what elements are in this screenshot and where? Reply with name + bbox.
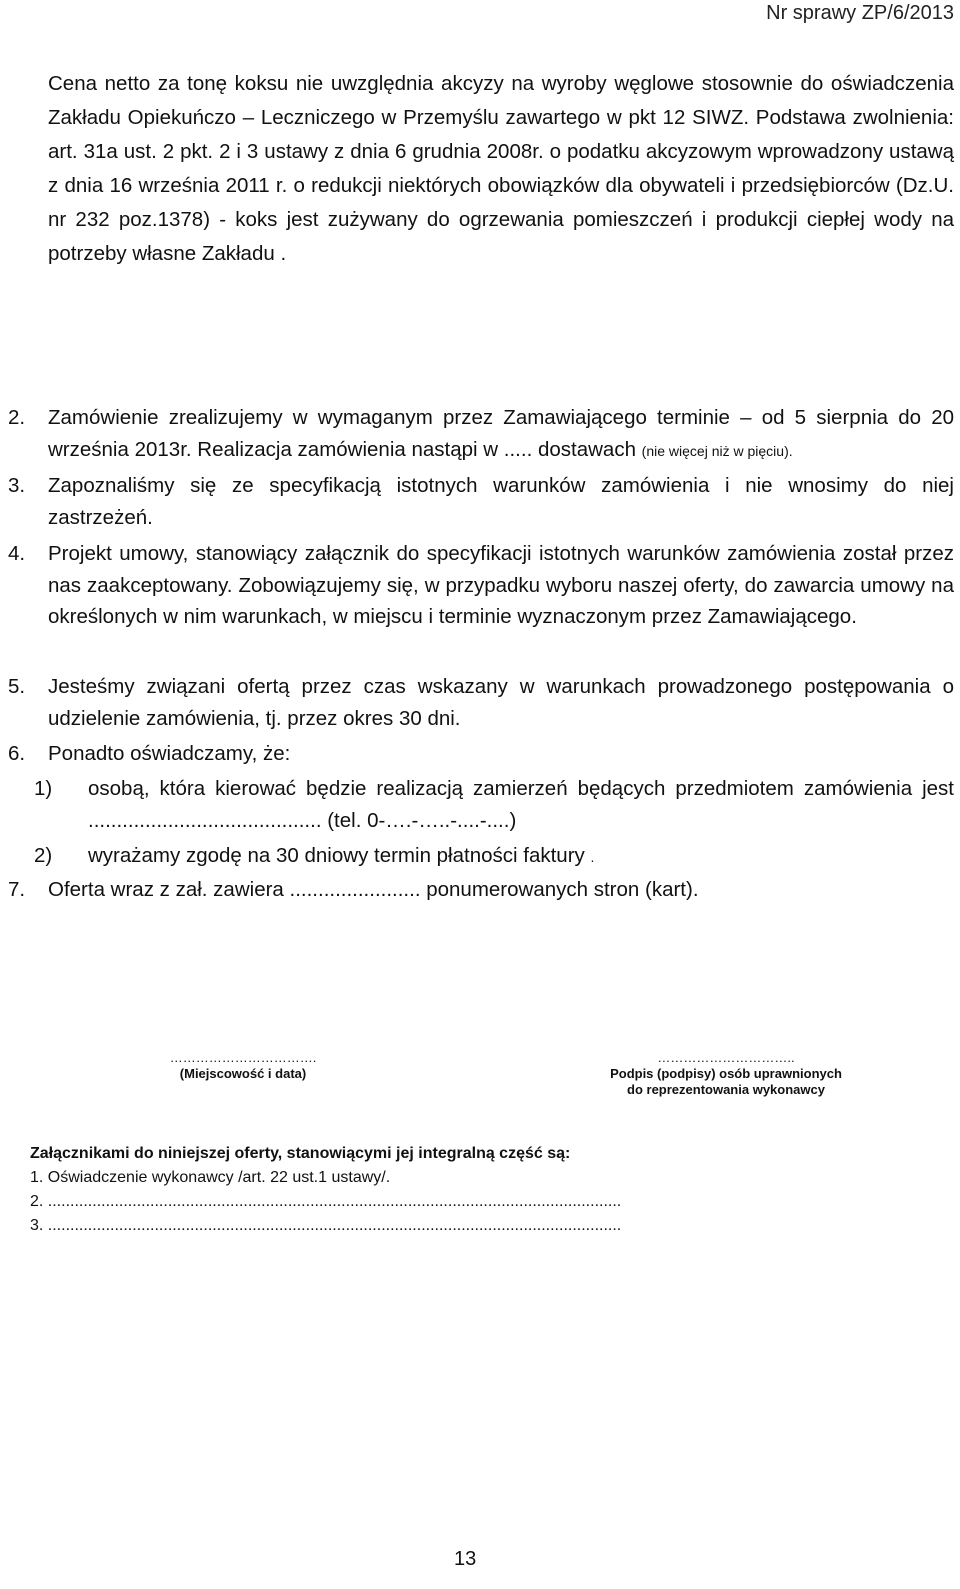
- list-item-number: 7.: [8, 878, 26, 901]
- list-item-6: [0, 738, 954, 770]
- signature-block-authorized: [576, 1050, 876, 1098]
- sub-item-2: [34, 840, 954, 874]
- signature-line-place-date: …………………………….: [169, 1050, 317, 1065]
- list-item-number: 3.: [8, 474, 26, 497]
- list-item-number: 4.: [8, 542, 26, 565]
- list-item-text: Zapoznaliśmy się ze specyfikacją istotnych warunków zamówienia i nie wnosimy do niej zastrzeżeń.: [48, 474, 954, 529]
- intro-paragraph: Cena netto za tonę koksu nie uwzględnia akcyzy na wyroby węglowe stosownie do oświadczenia Zakładu Opiekuńczo – Leczniczego w Przemyślu zawartego w pkt 12 SIWZ. Podstawa zwolnienia: art. 31a ust. 2 pkt. 2 i 3 ustawy z dnia 6 grudnia 2008r. o podatku akcyzowym wprowadzony ustawą z dnia 16 września 2011 r. o redukcji niektórych obowiązków dla obywateli i przedsiębiorców (Dz.U. nr 232 poz.1378) - koks jest zużywany do ogrzewania pomieszczeń i produkcji ciepłej wody na potrzeby własne Zakładu .: [48, 72, 954, 265]
- attachment-line: 3. .................................................................................................................................: [30, 1217, 622, 1234]
- place-date-label: (Miejscowość i data): [179, 1066, 307, 1081]
- signature-block-place-date: [158, 1050, 328, 1082]
- list-item-number: 5.: [8, 675, 26, 698]
- list-item-note: (nie więcej niż w pięciu).: [641, 442, 793, 459]
- sub-item-number: 1): [34, 777, 53, 800]
- attachment-line: 2. .................................................................................................................................: [30, 1193, 622, 1210]
- list-item-3: [0, 470, 954, 533]
- list-item-text: Ponadto oświadczamy, że:: [48, 742, 291, 765]
- sub-item-text: osobą, która kierować będzie realizacją zamierzeń będących przedmiotem zamówienia jest ......................................... (tel. 0-….-…..-....-....): [88, 777, 954, 832]
- list-item-text: Jesteśmy związani ofertą przez czas wskazany w warunkach prowadzonego postępowania o udzielenie zamówienia, tj. przez okres 30 dni.: [48, 675, 954, 730]
- page-number: 13: [454, 1548, 477, 1570]
- list-item-number: 6.: [8, 742, 26, 765]
- attachments-title: Załącznikami do niniejszej oferty, stanowiącymi jej integralną część są:: [30, 1145, 571, 1162]
- sub-item-number: 2): [34, 844, 53, 867]
- authorized-label-line-1: Podpis (podpisy) osób uprawnionych: [610, 1066, 842, 1081]
- list-item-4: [0, 538, 954, 633]
- list-item-number: 2.: [8, 406, 26, 429]
- list-item-text: Oferta wraz z zał. zawiera ....................... ponumerowanych stron (kart).: [48, 878, 699, 901]
- list-item-5: [0, 671, 954, 734]
- sub-item-text: wyrażamy zgodę na 30 dniowy termin płatności faktury: [88, 844, 585, 867]
- authorized-label-line-2: do reprezentowania wykonawcy: [627, 1082, 825, 1097]
- list-item-7: [0, 874, 954, 906]
- list-item-text: Zamówienie zrealizujemy w wymaganym przez Zamawiającego terminie – od 5 sierpnia do 20 września 2013r. Realizacja zamówienia nastąpi w ..... dostawach: [48, 406, 954, 461]
- list-item-2: [0, 402, 954, 467]
- attachments-section: [30, 1142, 930, 1238]
- attachment-line: 1. Oświadczenie wykonawcy /art. 22 ust.1 ustawy/.: [30, 1169, 391, 1186]
- document-reference: Nr sprawy ZP/6/2013: [766, 2, 954, 24]
- sub-item-note: .: [590, 849, 595, 865]
- signature-line-authorized: …………………………..: [657, 1050, 795, 1065]
- sub-item-1: [34, 773, 954, 836]
- list-item-text: Projekt umowy, stanowiący załącznik do specyfikacji istotnych warunków zamówienia został przez nas zaakceptowany. Zobowiązujemy się, w przypadku wyboru naszej oferty, do zawarcia umowy na określonych w nim warunkach, w miejscu i terminie wyznaczonym przez Zamawiającego.: [48, 542, 954, 628]
